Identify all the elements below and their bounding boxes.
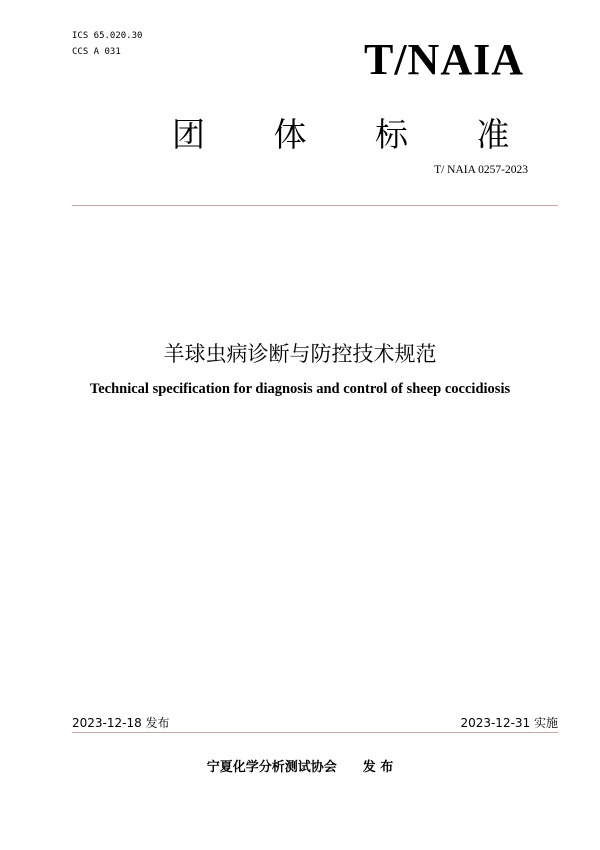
ccs-code: CCS A 031 bbox=[72, 47, 121, 57]
standard-logo: T/NAIA bbox=[363, 35, 524, 84]
issuer-line bbox=[0, 756, 600, 775]
document-number: T/ NAIA 0257-2023 bbox=[434, 164, 528, 176]
issuer-action: 发 布 bbox=[362, 760, 394, 775]
bottom-divider bbox=[72, 732, 558, 733]
title-english: Technical specification for diagnosis and control of sheep coccidiosis bbox=[89, 381, 511, 397]
ics-code: ICS 65.020.30 bbox=[72, 31, 143, 41]
classification-codes bbox=[72, 28, 142, 60]
issuer-organization: 宁夏化学分析测试协会 bbox=[206, 760, 337, 775]
top-divider bbox=[72, 205, 558, 206]
standard-type-heading: 团 体 标 准 bbox=[172, 115, 539, 154]
title-chinese: 羊球虫病诊断与防控技术规范 bbox=[163, 342, 437, 366]
release-date: 2023-12-18 发布 bbox=[72, 716, 170, 730]
implementation-date: 2023-12-31 实施 bbox=[460, 716, 558, 730]
